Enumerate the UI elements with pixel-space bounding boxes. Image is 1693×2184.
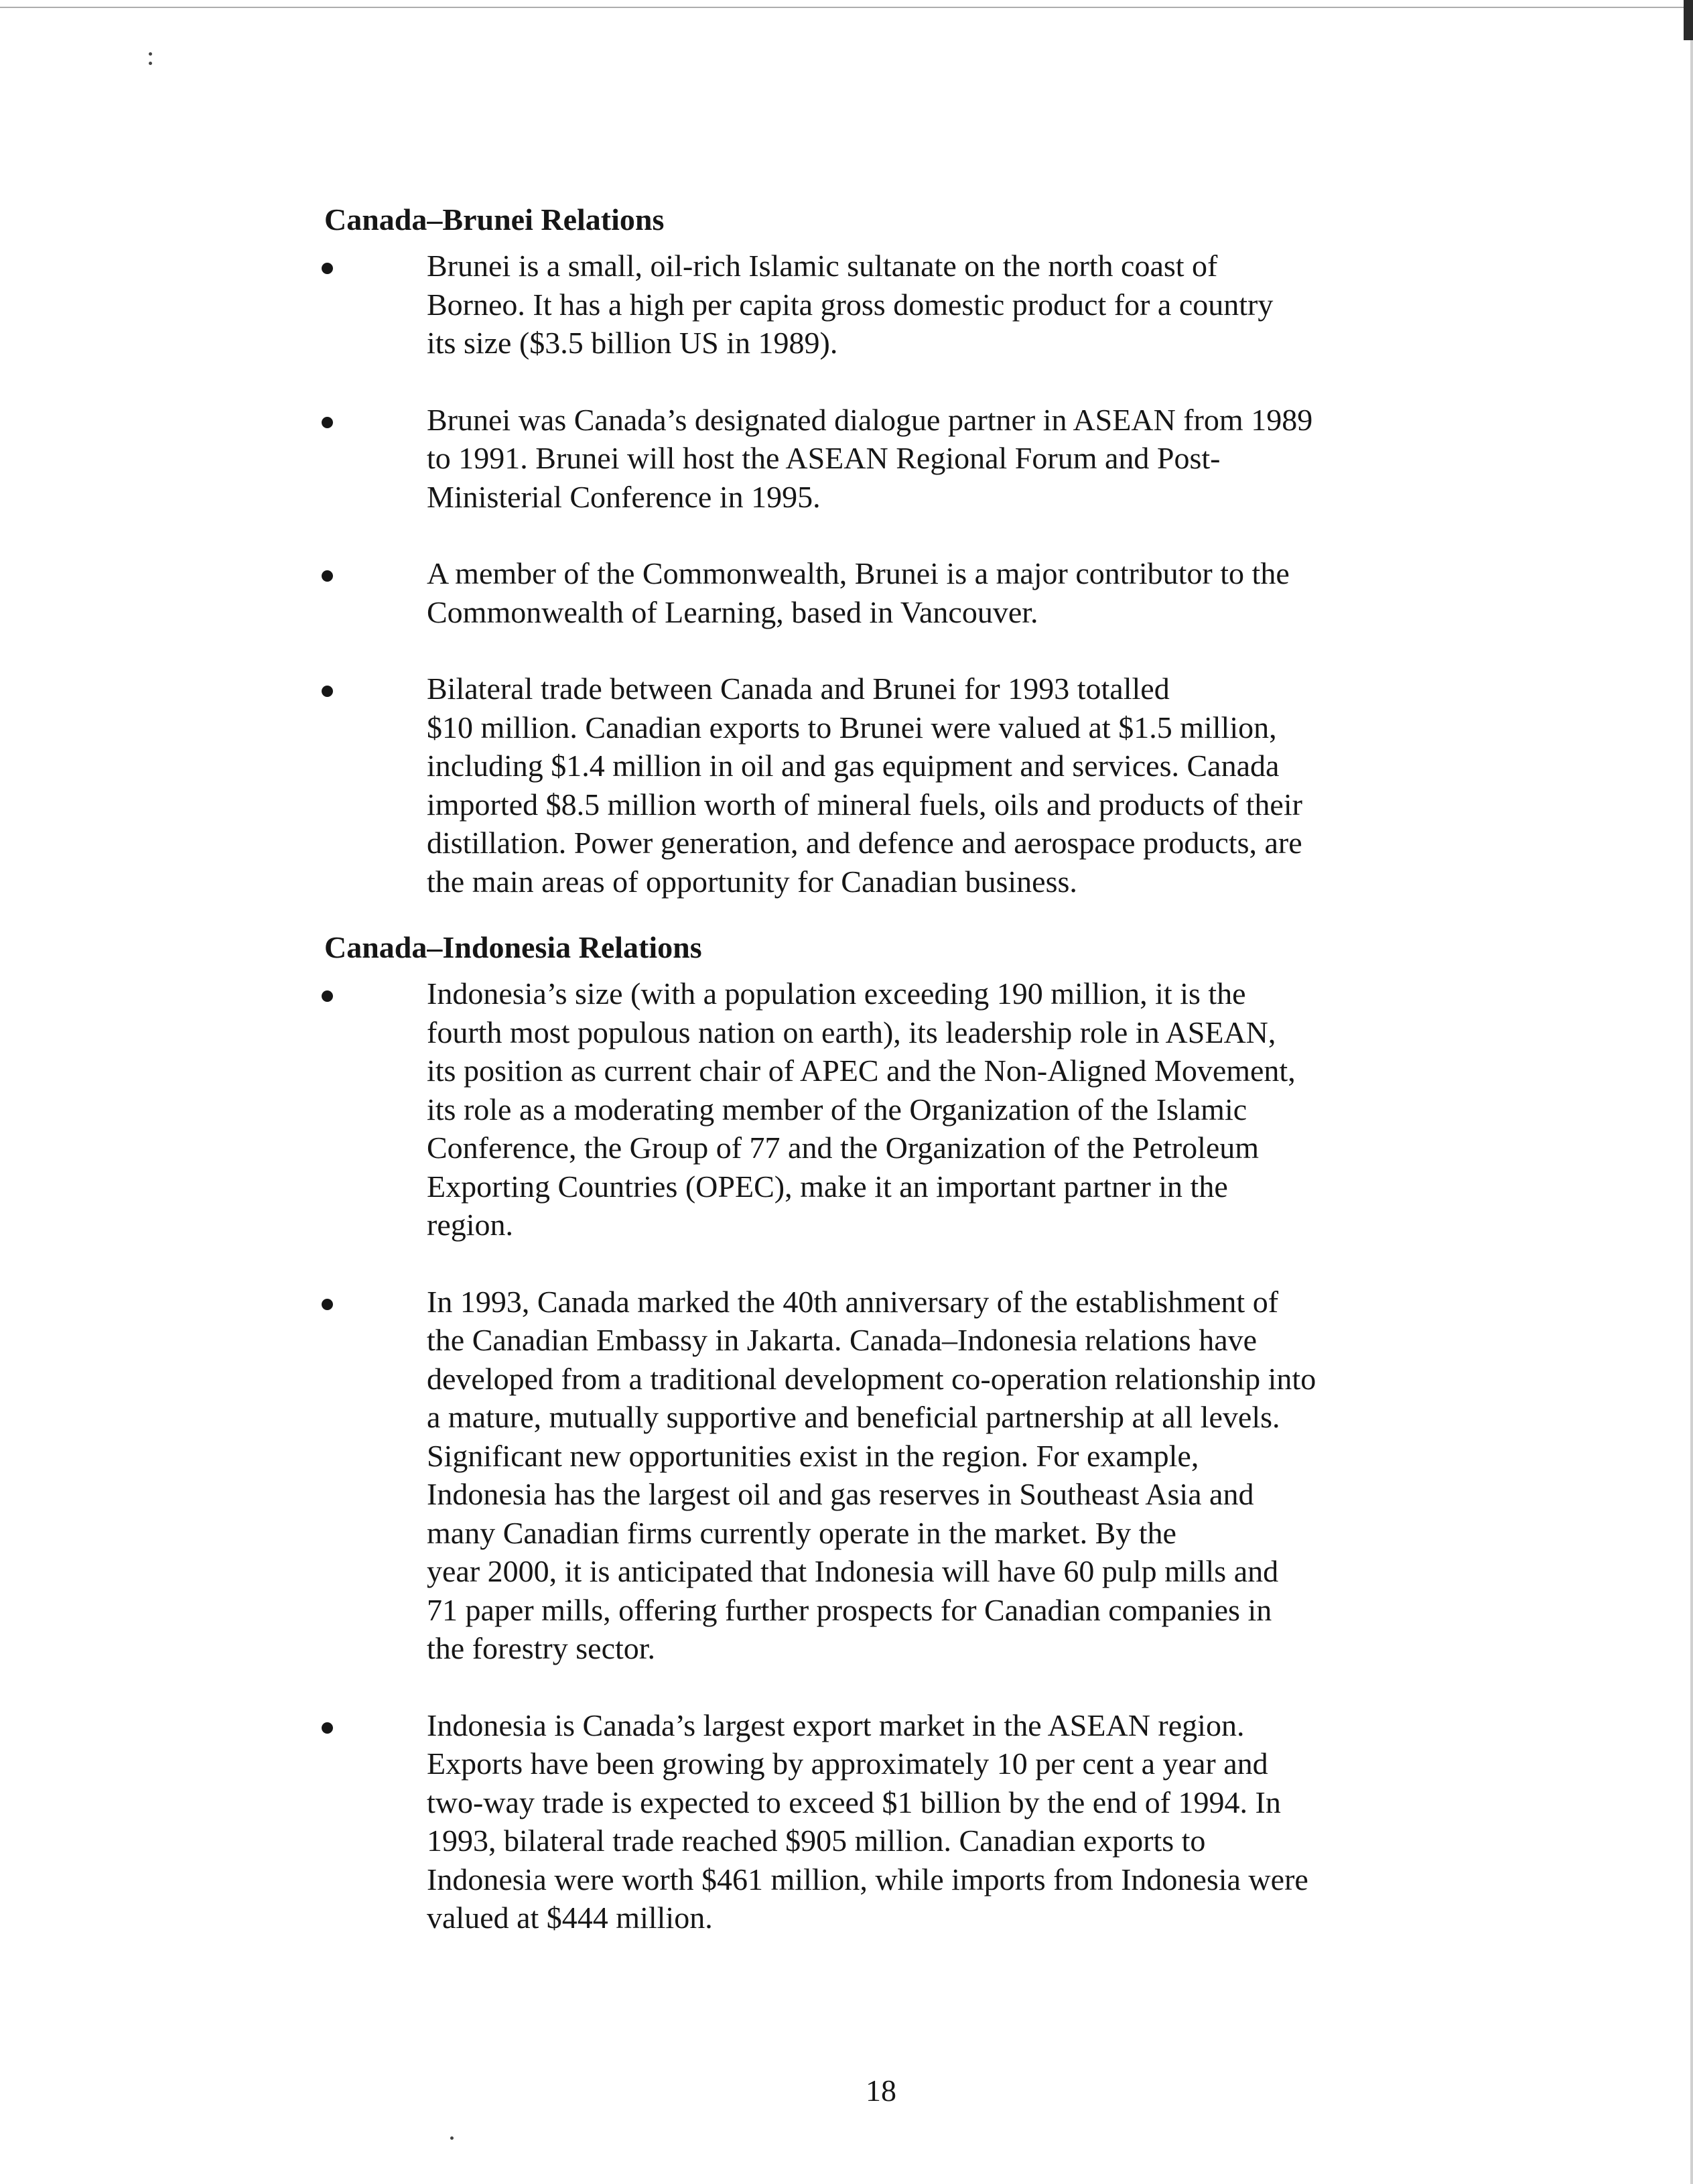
bullet-text: Indonesia is Canada’s largest export market in the ASEAN region. Exports have been growing by approximately 10 per cent a year and two-way trade is expected to exceed $1 billion by the end of 1994. In 1993, bilateral trade reached $905 million. Canadian exports to Indonesia were worth $461 million, while imports from Indonesia were valued at $444 million.	[427, 1708, 1308, 1935]
bullet-text: Indonesia’s size (with a population exceeding 190 million, it is the fourth most populous nation on earth), its leadership role in ASEAN, its position as current chair of APEC and the Non-Aligned Movement, its role as a moderating member of the Organization of the Islamic Conference, the Group of 77 and the Organization of the Petroleum Exporting Countries (OPEC), make it an important partner in the region.	[427, 976, 1296, 1242]
scan-border-line	[0, 7, 1693, 8]
scan-speck	[149, 62, 152, 65]
bullet-icon	[322, 990, 333, 1002]
scan-speck	[149, 52, 152, 56]
section-heading-brunei: Canada–Brunei Relations	[324, 202, 665, 237]
bullet-item	[322, 554, 1693, 631]
bullet-item	[322, 1283, 1693, 1668]
bullet-text: Bilateral trade between Canada and Brunei for 1993 totalled $10 million. Canadian exports to Brunei were valued at $1.5 million, including $1.4 million in oil and gas equipment and services. Canada imported $8.5 million worth of mineral fuels, oils and products of their distillation. Power generation, and defence and aerospace products, are the main areas of opportunity for Canadian business.	[427, 671, 1302, 899]
page-number: 18	[866, 2073, 896, 2108]
bullet-item	[322, 974, 1693, 1244]
bullet-icon	[322, 686, 333, 697]
bullet-item	[322, 247, 1693, 363]
bullet-icon	[322, 570, 333, 582]
bullet-icon	[322, 1722, 333, 1734]
bullet-text: A member of the Commonwealth, Brunei is a major contributor to the Commonwealth of Learning, based in Vancouver.	[427, 556, 1290, 629]
scan-corner-mark	[1684, 0, 1693, 40]
bullet-icon	[322, 1299, 333, 1310]
bullet-text: Brunei is a small, oil-rich Islamic sultanate on the north coast of Borneo. It has a high per capita gross domestic product for a country its size ($3.5 billion US in 1989).	[427, 249, 1274, 360]
bullet-text: In 1993, Canada marked the 40th anniversary of the establishment of the Canadian Embassy in Jakarta. Canada–Indonesia relations have developed from a traditional development co-operation relationship into a mature, mutually supportive and beneficial partnership at all levels. Significant new opportunities exist in the region. For example, Indonesia has the largest oil and gas reserves in Southeast Asia and many Canadian firms currently operate in the market. By the year 2000, it is anticipated that Indonesia will have 60 pulp mills and 71 paper mills, offering further prospects for Canadian companies in the forestry sector.	[427, 1284, 1316, 1665]
bullet-item	[322, 1706, 1693, 1937]
document-body	[322, 201, 1434, 1937]
bullet-icon	[322, 263, 333, 274]
bullet-text: Brunei was Canada’s designated dialogue partner in ASEAN from 1989 to 1991. Brunei will host the ASEAN Regional Forum and Post- Ministerial Conference in 1995.	[427, 402, 1313, 514]
bullet-item	[322, 401, 1693, 517]
bullet-icon	[322, 417, 333, 428]
scan-speck	[450, 2136, 454, 2140]
bullet-item	[322, 669, 1693, 901]
section-heading-indonesia: Canada–Indonesia Relations	[324, 930, 702, 964]
